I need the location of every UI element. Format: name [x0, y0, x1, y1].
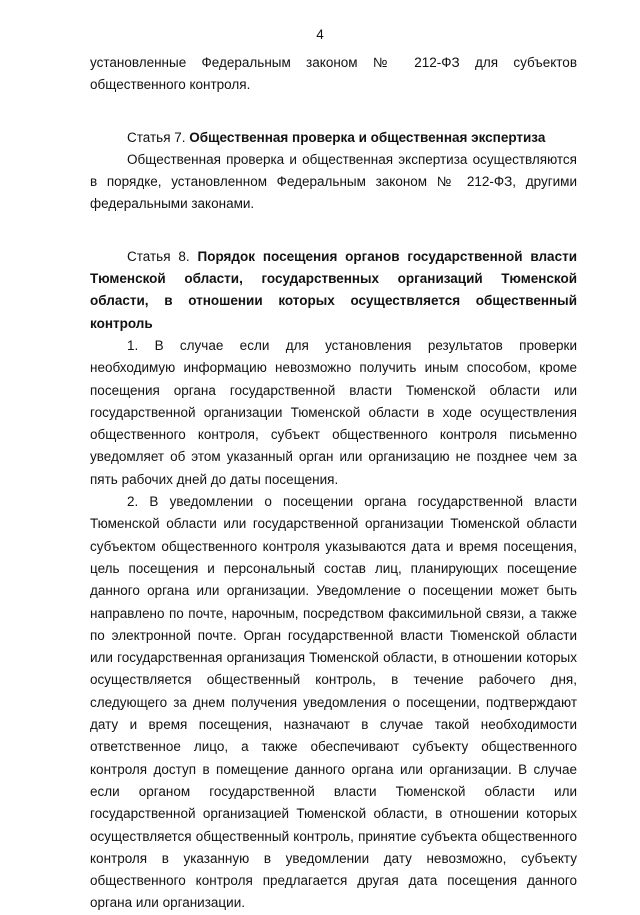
paragraph-article-7: Общественная проверка и общественная экспертиза осуществляются в порядке, установленном Федеральным законом № 212-ФЗ, другими федеральными законами. — [90, 151, 577, 212]
article-7-title: Общественная проверка и общественная экспертиза — [189, 129, 546, 145]
document-body — [90, 52, 577, 915]
spacer — [90, 119, 577, 127]
spacer — [90, 238, 577, 246]
article-8-title: Порядок посещения органов государственной власти Тюменской области, государственных организаций Тюменской области, в отношении которых осуществляется общественный контроль — [90, 248, 577, 331]
article-8-label: Статья 8. — [127, 248, 198, 264]
paragraph-article-8-item-1: 1. В случае если для установления результатов проверки необходимую информацию невозможно получить иным способом, кроме посещения органа государственной власти Тюменской области или государственной организации Тюменской области в ходе осуществления общественного контроля, субъект общественного контроля письменно уведомляет об этом указанный орган или организацию не позднее чем за пять рабочих дней до даты посещения. — [90, 337, 577, 487]
paragraph-article-8-item-2: 2. В уведомлении о посещении органа государственной власти Тюменской области или государственной организации Тюменской области субъектом общественного контроля указываются дата и время посещения, цель посещения и персональный состав лиц, планирующих посещение данного органа или организации. Уведомление о посещении может быть направлено по почте, нарочным, посредством факсимильной связи, а также по электронной почте. Орган государственной власти Тюменской области или государственная организация Тюменской области, в отношении которых осуществляется общественный контроль, в течение рабочего дня, следующего за днем получения уведомления о посещении, подтверждают дату и время посещения, назначают в случае такой необходимости ответственное лицо, а также обеспечивают субъекту общественного контроля доступ в помещение данного органа или организации. В случае если органом государственной власти Тюменской области или государственной организацией Тюменской области, в отношении которых осуществляется общественный контроль, принятие субъекта общественного контроля в указанную в уведомлении дату невозможно, субъекту общественного контроля предлагается другая дата посещения данного органа или организации. — [90, 494, 577, 911]
article-7-label: Статья 7. — [127, 129, 190, 145]
paragraph-continuation: установленные Федеральным законом № 212-ФЗ для субъектов общественного контроля. — [90, 55, 577, 93]
page-number: 4 — [316, 27, 324, 42]
spacer — [90, 97, 577, 119]
spacer — [90, 216, 577, 238]
article-8-heading — [90, 246, 577, 335]
article-7-heading — [90, 127, 577, 149]
